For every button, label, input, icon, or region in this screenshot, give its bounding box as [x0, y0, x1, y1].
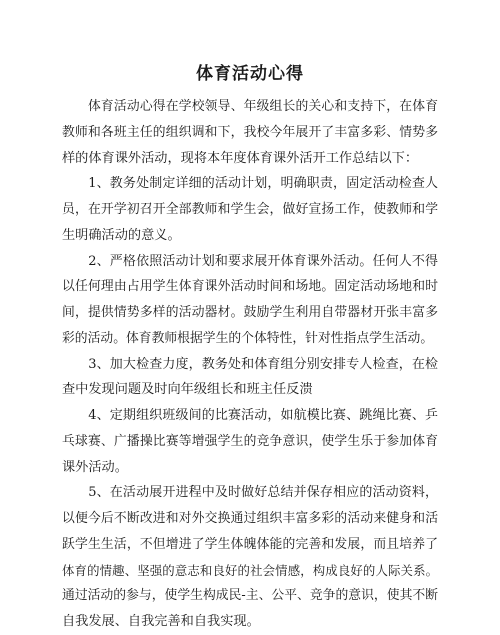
paragraph-line: 5、在活动展开进程中及时做好总结并保存相应的活动资料， [62, 485, 438, 501]
paragraph [62, 171, 438, 248]
paragraph-line: 2、严格依照活动计划和要求展开体育课外活动。任何人不得 [62, 253, 438, 269]
paragraph-line: 生明确活动的意义。 [62, 227, 181, 243]
paragraph-line: 教师和各班主任的组织调和下，我校今年展开了丰富多彩、情势多 [62, 124, 438, 140]
paragraph-line: 跃学生生活，不但增进了学生体魄体能的完善和发展，而且培养了 [62, 536, 438, 552]
paragraph-line: 1、教务处制定详细的活动计划，明确职责，固定活动检查人 [62, 176, 438, 192]
paragraph-line: 彩的活动。体育教师根据学生的个体特性，针对性指点学生活动。 [62, 330, 434, 346]
paragraph-line: 自我发展、自我完善和自我实现。 [62, 614, 260, 629]
paragraph [62, 94, 438, 171]
paragraph-line: 查中发现问题及时向年级组长和班主任反溃 [62, 382, 313, 398]
paragraph-line: 3、加大检查力度，教务处和体育组分别安排专人检查，在检 [62, 356, 438, 372]
paragraph-line: 通过活动的参与，使学生构成民-主、公平、竞争的意识，使其不断 [62, 588, 438, 604]
paragraph [62, 403, 438, 480]
paragraph-line: 乓球赛、广播操比赛等增强学生的竞争意识，使学生乐于参加体育 [62, 433, 438, 449]
paragraph-line: 4、定期组织班级间的比赛活动，如航模比赛、跳绳比赛、乒 [62, 408, 438, 423]
document-page [62, 0, 438, 635]
paragraph [62, 480, 438, 635]
paragraph-line: 以便今后不断改进和对外交换通过组织丰富多彩的活动来健身和活 [62, 511, 438, 526]
paragraph-line: 样的体育课外活动，现将本年度体育课外活开工作总结以下： [62, 150, 419, 166]
paragraph-line: 体育活动心得在学校领导、年级组长的关心和支持下，在体育 [62, 99, 438, 114]
document-body [62, 94, 438, 635]
paragraph [62, 352, 438, 404]
paragraph-line: 以任何理由占用学生体育课外活动时间和场地。固定活动场地和时 [62, 279, 438, 295]
paragraph [62, 249, 438, 352]
document-title: 体育活动心得 [196, 64, 304, 84]
paragraph-line: 课外活动。 [62, 459, 128, 475]
paragraph-line: 间，提供情势多样的活动器材。鼓励学生利用自带器材开张丰富多 [62, 305, 438, 320]
paragraph-line: 体育的情趣、坚强的意志和良好的社会情感，构成良好的人际关系。 [62, 562, 438, 578]
paragraph-line: 员，在开学初召开全部教师和学生会，做好宣扬工作，使教师和学 [62, 202, 438, 217]
